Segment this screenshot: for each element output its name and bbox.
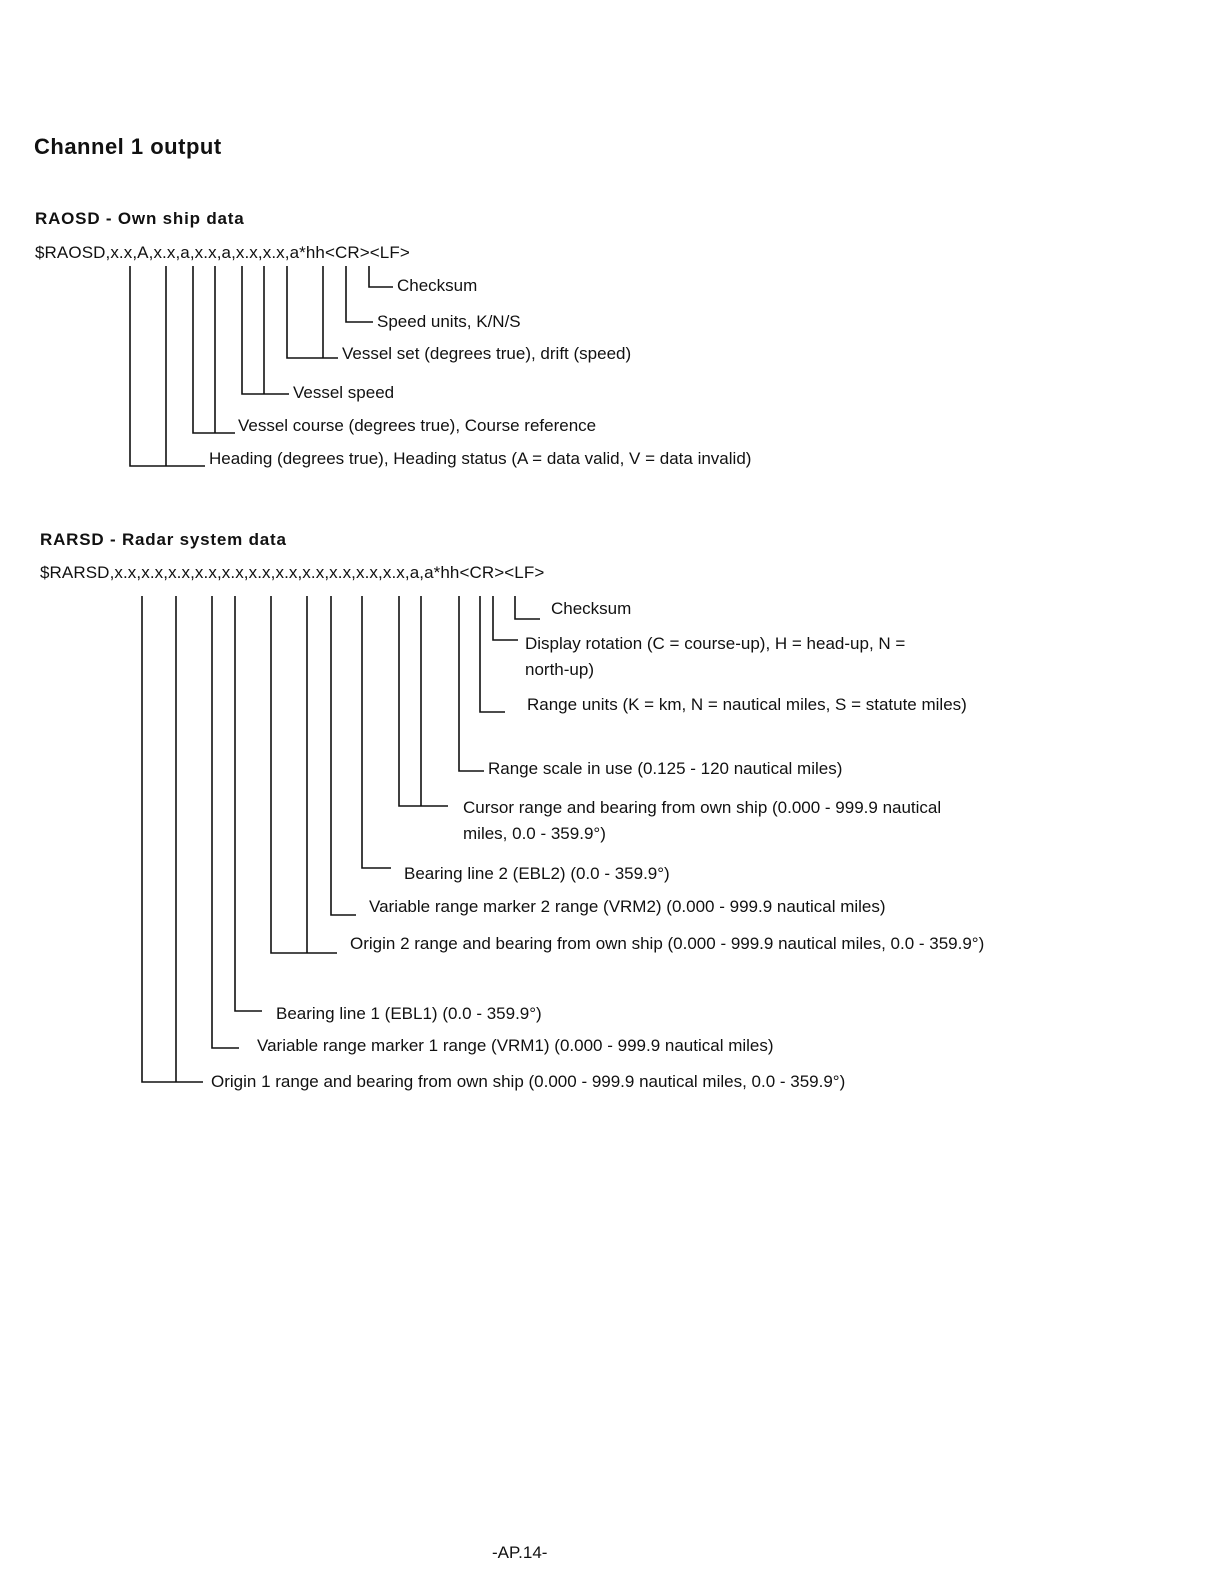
rarsd-label-origin2: Origin 2 range and bearing from own ship (0.000 - 999.9 nautical miles, 0.0 - 359.9°) <box>350 934 985 953</box>
rarsd-sentence: $RARSD,x.x,x.x,x.x,x.x,x.x,x.x,x.x,x.x,x.x,x.x,x.x,a,a*hh<CR><LF> <box>40 563 545 582</box>
raosd-sentence: $RAOSD,x.x,A,x.x,a,x.x,a,x.x,x.x,a*hh<CR><LF> <box>35 243 410 262</box>
rarsd-label-range-scale: Range scale in use (0.125 - 120 nautical miles) <box>488 759 843 778</box>
rarsd-label-display-rotation: Display rotation (C = course-up), H = head-up, N = north-up) <box>525 634 906 679</box>
raosd-title: RAOSD - Own ship data <box>35 209 245 228</box>
rarsd-label-ebl1: Bearing line 1 (EBL1) (0.0 - 359.9°) <box>276 1004 542 1023</box>
page-title: Channel 1 output <box>34 134 222 159</box>
raosd-label-checksum: Checksum <box>397 276 478 295</box>
rarsd-label-ebl2: Bearing line 2 (EBL2) (0.0 - 359.9°) <box>404 864 670 883</box>
rarsd-connector-checksum <box>515 596 540 619</box>
rarsd-label-checksum: Checksum <box>551 599 632 618</box>
rarsd-connector-ebl2 <box>362 596 391 868</box>
raosd-connector-course <box>193 266 235 433</box>
rarsd-connector-ebl1 <box>235 596 262 1011</box>
rarsd-connectors <box>142 596 540 1082</box>
raosd-label-heading: Heading (degrees true), Heading status (A = data valid, V = data invalid) <box>209 449 752 468</box>
rarsd-connector-origin2 <box>271 596 337 953</box>
rarsd-label-range-units: Range units (K = km, N = nautical miles, S = statute miles) <box>527 695 967 714</box>
raosd-label-vessel-speed: Vessel speed <box>293 383 395 402</box>
rarsd-connector-cursor <box>399 596 448 806</box>
rarsd-label-vrm2: Variable range marker 2 range (VRM2) (0.000 - 999.9 nautical miles) <box>369 897 886 916</box>
raosd-connector-vessel-set <box>287 266 338 358</box>
rarsd-label-cursor-range: Cursor range and bearing from own ship (0.000 - 999.9 nautical miles, 0.0 - 359.9°) <box>463 798 942 843</box>
rarsd-label-vrm1: Variable range marker 1 range (VRM1) (0.000 - 999.9 nautical miles) <box>257 1036 774 1055</box>
raosd-label-speed-units: Speed units, K/N/S <box>377 312 521 331</box>
raosd-connector-checksum <box>369 266 393 287</box>
raosd-label-vessel-course: Vessel course (degrees true), Course reference <box>238 416 597 435</box>
raosd-connectors <box>130 266 393 466</box>
raosd-connector-vessel-speed <box>242 266 289 394</box>
page-number: -AP.14- <box>492 1543 548 1562</box>
rarsd-connector-vrm2 <box>331 596 356 915</box>
rarsd-title: RARSD - Radar system data <box>40 530 287 549</box>
raosd-label-vessel-set: Vessel set (degrees true), drift (speed) <box>342 344 632 363</box>
rarsd-label-origin1: Origin 1 range and bearing from own ship (0.000 - 999.9 nautical miles, 0.0 - 359.9°) <box>211 1072 846 1091</box>
rarsd-connector-origin1 <box>142 596 203 1082</box>
